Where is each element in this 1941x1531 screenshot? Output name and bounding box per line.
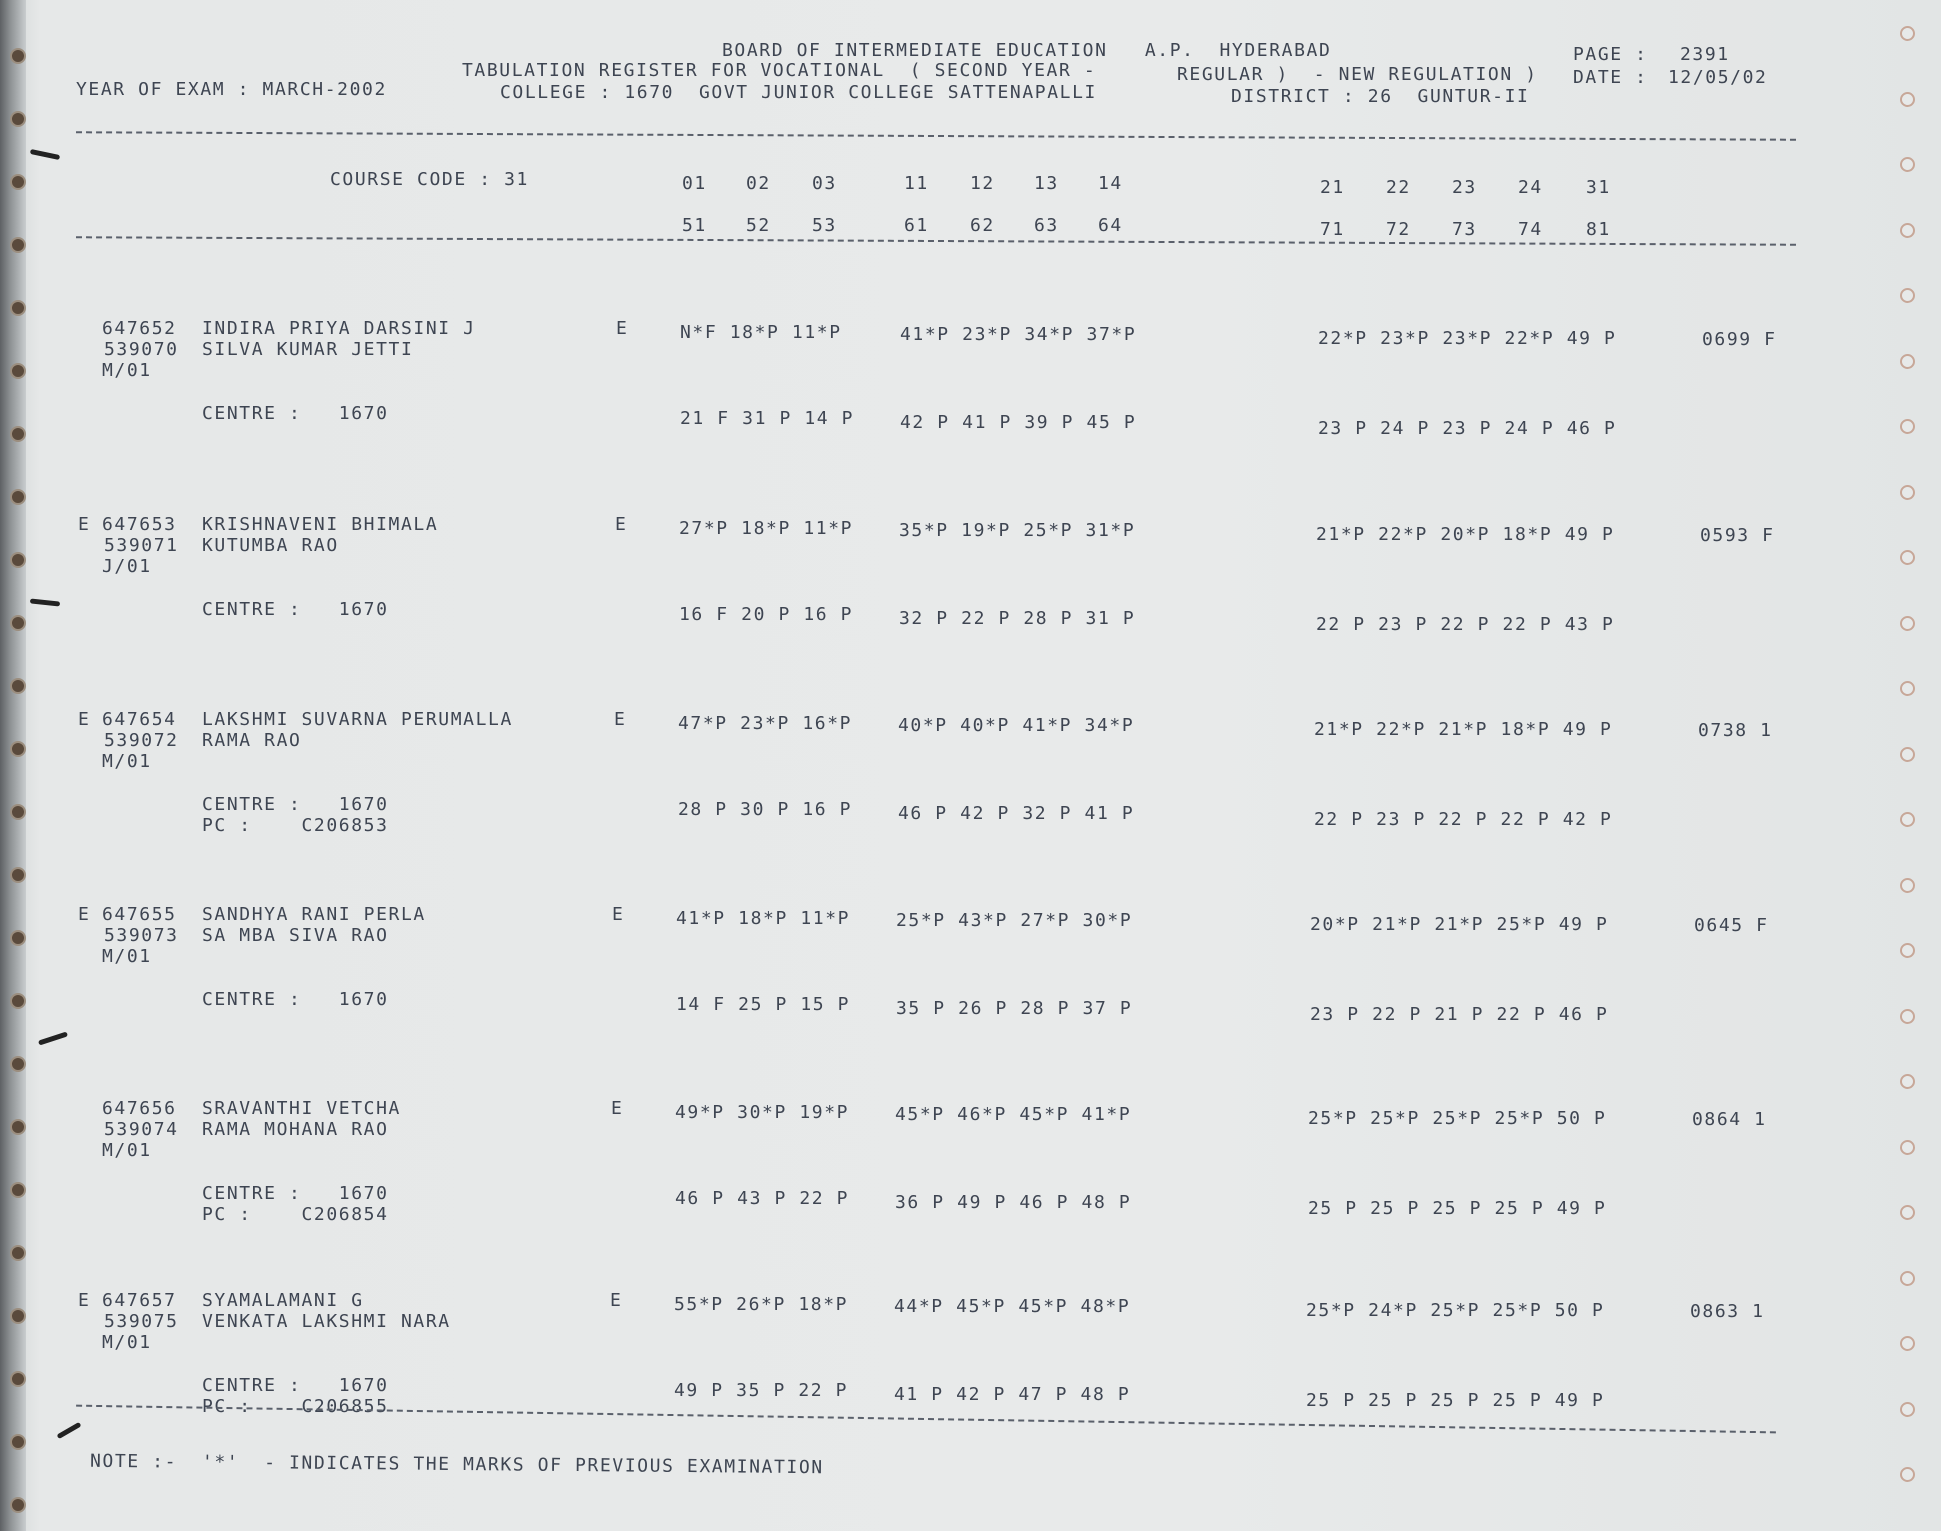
binder-hole [10,930,26,946]
medium-code: E [611,1098,624,1119]
course-code: COURSE CODE : 31 [330,169,529,190]
board-title: BOARD OF INTERMEDIATE EDUCATION A.P. HYDERABAD [722,40,1332,61]
repeat-flag: E [78,1290,91,1311]
binder-hole [10,48,26,64]
grand-total-result: 0864 1 [1692,1109,1767,1130]
feed-hole [1900,1140,1915,1155]
previous-marks-part-2: 25*P 43*P 27*P 30*P [896,910,1133,931]
previous-marks-part-3: 25*P 24*P 25*P 25*P 50 P [1306,1300,1605,1321]
feed-hole [1900,1271,1915,1286]
current-marks-part-2: 41 P 42 P 47 P 48 P [894,1384,1131,1405]
medium-code: E [610,1290,623,1311]
grand-total-result: 0645 F [1694,915,1769,936]
tractor-feed-holes [1881,0,1941,1531]
register-number: 647652 [102,318,177,339]
binder-hole [10,1245,26,1261]
binder-hole [10,1056,26,1072]
previous-marks-part-2: 40*P 40*P 41*P 34*P [898,715,1135,736]
category-code: M/01 [102,360,152,381]
register-number: 647655 [102,904,177,925]
repeat-flag: E [78,514,91,535]
binder-hole [10,615,26,631]
subject-code: 71 [1320,219,1345,240]
register-number: 647657 [102,1290,177,1311]
hall-ticket-number: 539073 [104,925,179,946]
tick-mark [30,598,60,606]
binder-hole [10,1119,26,1135]
hall-ticket-number: 539070 [104,339,179,360]
category-code: M/01 [102,751,152,772]
feed-hole [1900,157,1915,172]
previous-marks-part-2: 35*P 19*P 25*P 31*P [899,520,1136,541]
current-marks-part-1: 46 P 43 P 22 P [675,1188,850,1209]
college-label: COLLEGE : 1670 GOVT JUNIOR COLLEGE SATTENAPALLI [500,82,1097,103]
feed-hole [1900,1336,1915,1351]
binder-hole [10,237,26,253]
feed-hole [1900,288,1915,303]
current-marks-part-3: 23 P 24 P 23 P 24 P 46 P [1318,418,1617,439]
binder-hole [10,867,26,883]
feed-hole [1900,681,1915,696]
subject-code: 01 [682,173,707,194]
feed-hole [1900,550,1915,565]
previous-marks-part-1: 47*P 23*P 16*P [678,713,853,734]
subject-code: 52 [746,215,771,236]
current-marks-part-1: 14 F 25 P 15 P [676,994,851,1015]
register-title: TABULATION REGISTER FOR VOCATIONAL ( SECOND YEAR - [462,60,1097,81]
student-name: SYAMALAMANI G [202,1290,364,1311]
pc-number: PC : C206854 [202,1204,389,1225]
feed-hole [1900,223,1915,238]
subject-code: 31 [1586,177,1611,198]
feed-hole [1900,943,1915,958]
current-marks-part-1: 16 F 20 P 16 P [679,604,854,625]
page-label: PAGE : [1573,44,1648,65]
binder-hole [10,1497,26,1513]
current-marks-part-1: 28 P 30 P 16 P [678,799,853,820]
subject-code: 11 [904,173,929,194]
previous-marks-part-1: N*F 18*P 11*P [680,322,842,343]
binder-hole [10,1434,26,1450]
regulation-label: REGULAR ) - NEW REGULATION ) [1177,64,1538,85]
current-marks-part-2: 35 P 26 P 28 P 37 P [896,998,1133,1019]
subject-code: 61 [904,215,929,236]
father-name: KUTUMBA RAO [202,535,339,556]
subject-code: 53 [812,215,837,236]
centre-code: CENTRE : 1670 [202,1375,389,1396]
current-marks-part-1: 21 F 31 P 14 P [680,408,855,429]
centre-code: CENTRE : 1670 [202,989,389,1010]
pc-number: PC : C206855 [202,1396,389,1417]
divider [76,131,1796,141]
father-name: RAMA RAO [202,730,302,751]
category-code: M/01 [102,1332,152,1353]
tick-mark [38,1031,68,1045]
repeat-flag: E [78,904,91,925]
subject-code: 21 [1320,177,1345,198]
pc-number: PC : C206853 [202,815,389,836]
feed-hole [1900,485,1915,500]
medium-code: E [614,709,627,730]
hall-ticket-number: 539074 [104,1119,179,1140]
subject-code: 22 [1386,177,1411,198]
centre-code: CENTRE : 1670 [202,403,389,424]
father-name: SA MBA SIVA RAO [202,925,389,946]
binder-hole [10,363,26,379]
centre-code: CENTRE : 1670 [202,794,389,815]
binder-hole [10,426,26,442]
subject-code: 12 [970,173,995,194]
grand-total-result: 0738 1 [1698,720,1773,741]
current-marks-part-3: 22 P 23 P 22 P 22 P 42 P [1314,809,1613,830]
hall-ticket-number: 539075 [104,1311,179,1332]
category-code: M/01 [102,946,152,967]
feed-hole [1900,1467,1915,1482]
current-marks-part-3: 23 P 22 P 21 P 22 P 46 P [1310,1004,1609,1025]
binder-hole [10,741,26,757]
binder-hole [10,489,26,505]
subject-code: 72 [1386,219,1411,240]
binder-hole [10,1308,26,1324]
feed-hole [1900,1009,1915,1024]
tick-mark [30,149,60,160]
date-label: DATE : [1573,67,1648,88]
feed-hole [1900,26,1915,41]
binder-hole [10,300,26,316]
feed-hole [1900,1074,1915,1089]
footer-note: NOTE :- '*' - INDICATES THE MARKS OF PREVIOUS EXAMINATION [89,1450,824,1479]
subject-code: 23 [1452,177,1477,198]
subject-code: 51 [682,215,707,236]
current-marks-part-2: 32 P 22 P 28 P 31 P [899,608,1136,629]
subject-code: 62 [970,215,995,236]
category-code: J/01 [102,556,152,577]
student-name: LAKSHMI SUVARNA PERUMALLA [202,709,513,730]
previous-marks-part-3: 22*P 23*P 23*P 22*P 49 P [1318,328,1617,349]
binder-hole [10,111,26,127]
previous-marks-part-2: 44*P 45*P 45*P 48*P [894,1296,1131,1317]
register-number: 647653 [102,514,177,535]
binder-holes [8,0,32,1531]
centre-code: CENTRE : 1670 [202,1183,389,1204]
student-name: SRAVANTHI VETCHA [202,1098,401,1119]
previous-marks-part-3: 20*P 21*P 21*P 25*P 49 P [1310,914,1609,935]
subject-code: 02 [746,173,771,194]
previous-marks-part-2: 45*P 46*P 45*P 41*P [895,1104,1132,1125]
hall-ticket-number: 539072 [104,730,179,751]
student-name: KRISHNAVENI BHIMALA [202,514,439,535]
tick-mark [56,1422,81,1439]
previous-marks-part-1: 49*P 30*P 19*P [675,1102,850,1123]
previous-marks-part-3: 25*P 25*P 25*P 25*P 50 P [1308,1108,1607,1129]
subject-code: 24 [1518,177,1543,198]
year-of-exam: YEAR OF EXAM : MARCH-2002 [76,79,387,100]
subject-code: 81 [1586,219,1611,240]
feed-hole [1900,812,1915,827]
binder-hole [10,804,26,820]
binder-hole [10,993,26,1009]
medium-code: E [616,318,629,339]
binder-hole [10,1371,26,1387]
previous-marks-part-1: 55*P 26*P 18*P [674,1294,849,1315]
repeat-flag: E [78,709,91,730]
district-label: DISTRICT : 26 GUNTUR-II [1231,86,1530,107]
feed-hole [1900,354,1915,369]
hall-ticket-number: 539071 [104,535,179,556]
previous-marks-part-3: 21*P 22*P 20*P 18*P 49 P [1316,524,1615,545]
feed-hole [1900,1402,1915,1417]
subject-code: 63 [1034,215,1059,236]
previous-marks-part-1: 41*P 18*P 11*P [676,908,851,929]
feed-hole [1900,747,1915,762]
feed-hole [1900,616,1915,631]
father-name: RAMA MOHANA RAO [202,1119,389,1140]
current-marks-part-2: 36 P 49 P 46 P 48 P [895,1192,1132,1213]
feed-hole [1900,419,1915,434]
register-number: 647656 [102,1098,177,1119]
previous-marks-part-3: 21*P 22*P 21*P 18*P 49 P [1314,719,1613,740]
centre-code: CENTRE : 1670 [202,599,389,620]
father-name: SILVA KUMAR JETTI [202,339,414,360]
binder-hole [10,174,26,190]
student-name: SANDHYA RANI PERLA [202,904,426,925]
grand-total-result: 0699 F [1702,329,1777,350]
medium-code: E [615,514,628,535]
feed-hole [1900,92,1915,107]
subject-code: 64 [1098,215,1123,236]
binder-hole [10,678,26,694]
binder-hole [10,1182,26,1198]
subject-code: 03 [812,173,837,194]
feed-hole [1900,1205,1915,1220]
binder-hole [10,552,26,568]
feed-hole [1900,878,1915,893]
subject-code: 14 [1098,173,1123,194]
subject-code: 13 [1034,173,1059,194]
previous-marks-part-2: 41*P 23*P 34*P 37*P [900,324,1137,345]
register-number: 647654 [102,709,177,730]
current-marks-part-3: 25 P 25 P 25 P 25 P 49 P [1308,1198,1607,1219]
current-marks-part-2: 42 P 41 P 39 P 45 P [900,412,1137,433]
medium-code: E [612,904,625,925]
current-marks-part-3: 22 P 23 P 22 P 22 P 43 P [1316,614,1615,635]
grand-total-result: 0863 1 [1690,1301,1765,1322]
page-number: 2391 [1680,44,1730,65]
current-marks-part-3: 25 P 25 P 25 P 25 P 49 P [1306,1390,1605,1411]
subject-code: 74 [1518,219,1543,240]
previous-marks-part-1: 27*P 18*P 11*P [679,518,854,539]
student-name: INDIRA PRIYA DARSINI J [202,318,476,339]
current-marks-part-2: 46 P 42 P 32 P 41 P [898,803,1135,824]
current-marks-part-1: 49 P 35 P 22 P [674,1380,849,1401]
grand-total-result: 0593 F [1700,525,1775,546]
print-date: 12/05/02 [1668,67,1768,88]
subject-code: 73 [1452,219,1477,240]
category-code: M/01 [102,1140,152,1161]
father-name: VENKATA LAKSHMI NARA [202,1311,451,1332]
